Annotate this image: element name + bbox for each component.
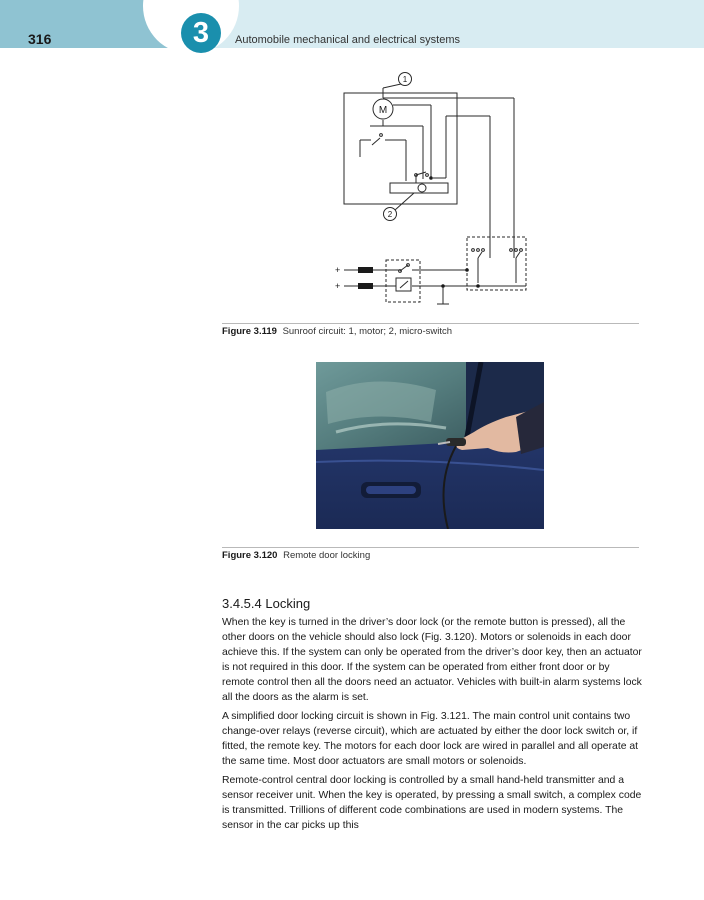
motor-label: M [378,105,388,116]
motor-unit-enclosure [344,93,457,204]
supply-plus-2: + [335,281,341,291]
chapter-badge: 3 [181,13,221,53]
figure-119-text: Sunroof circuit: 1, motor; 2, micro-switch [282,326,453,337]
relay-box [467,237,526,290]
supply-plus-1: + [335,265,341,275]
paragraph-1: When the key is turned in the driver’s door lock (or the remote button is pressed), all the other doors on the vehicle should also lock (Fig. 3.120). Motors or solenoids in each door achieve this. If the system can only be operated from the driver’s door key, then an actuator is not required in this door. If the system can be operated from either front door or by remote control then all the doors need an actuator. Vehicles with built-in alarm systems lock all the doors as the alarm is set. [222,617,642,703]
page-number: 316 [28,31,52,47]
figure-120-label: Figure 3.120 [222,550,278,561]
sunroof-circuit-diagram [330,68,560,318]
figure-119-rule [222,323,639,324]
fuse-2 [358,283,373,289]
callout-2-label: 2 [387,210,393,219]
figure-119-label: Figure 3.119 [222,326,277,337]
callout-1-label: 1 [402,75,408,84]
switch-box [386,260,420,302]
micro-switch-body [390,183,448,193]
remote-door-locking-photo [316,362,544,529]
fuse-1 [358,267,373,273]
body-text [222,615,642,837]
figure-120-text: Remote door locking [283,550,371,561]
paragraph-3: Remote-control central door locking is controlled by a small hand-held transmitter and a sensor receiver unit. When the key is operated, by pressing a small switch, a complex code is transmitted. Trillions of different code combinations are used in modern systems. The sensor in the car picks up this [222,775,642,831]
paragraph-2: A simplified door locking circuit is shown in Fig. 3.121. The main control unit contains two change-over relays (reverse circuit), which are actuated by either the door lock switch or, if fitted, the remote key. The motors for each door lock are wired in parallel and all operate at the same time. Most door actuators are small motors or solenoids. [222,711,639,767]
figure-119-caption [222,326,452,337]
section-heading: 3.4.5.4 Locking [222,596,311,611]
figure-120-rule [222,547,639,548]
running-title: Automobile mechanical and electrical systems [235,34,460,46]
figure-120-caption [222,550,370,561]
